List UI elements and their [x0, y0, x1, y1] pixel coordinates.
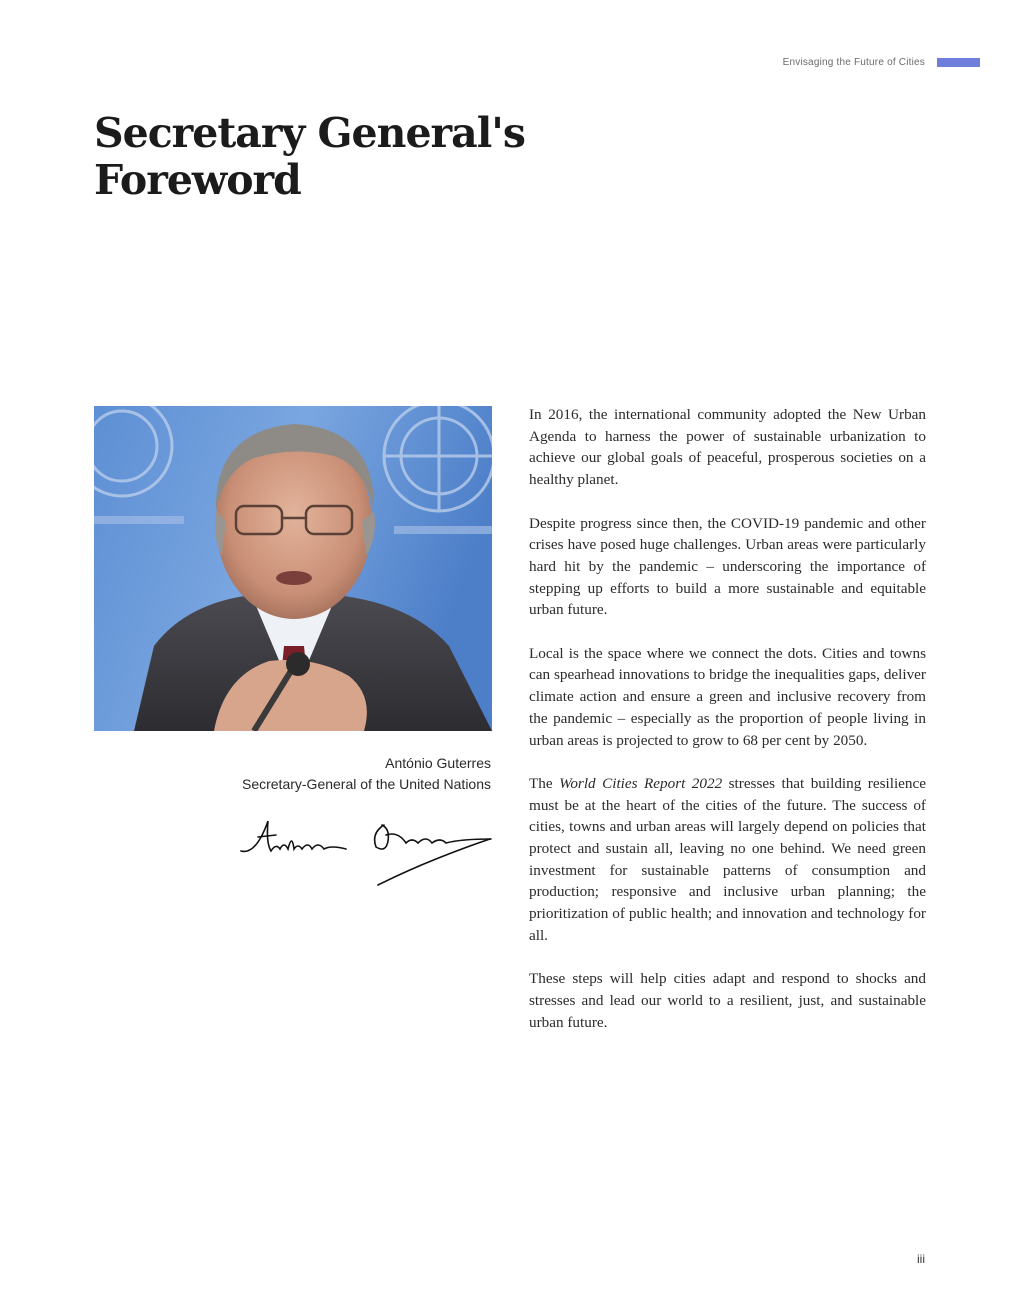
paragraph-4 [529, 773, 926, 947]
page-title [94, 110, 525, 204]
paragraph-4-lead: The [529, 774, 560, 792]
header-accent-bar [937, 58, 980, 67]
paragraph-1: In 2016, the international community adopted the New Urban Agenda to harness the power of sustainable urbanization to achieve our global goals of peaceful, prosperous societies on a healthy planet. [529, 406, 926, 489]
paragraph-5: These steps will help cities adapt and respond to shocks and stresses and lead our world to a resilient, just, and sustainable urban future. [529, 970, 926, 1031]
paragraph-4-rest: stresses that building resilience must be at the heart of the cities of the future. The success of cities, towns and urban areas will largely depend on policies that protect and sustain all, leaving no one behind. We need green investment for sustainable patterns of consumption and production; responsive and inclusive urban planning; the prioritization of public health; and innovation and technology for all. [529, 774, 926, 944]
caption-name: António Guterres [385, 755, 491, 771]
photo-caption [94, 753, 491, 795]
handwritten-signature [236, 813, 494, 891]
caption-role: Secretary-General of the United Nations [241, 776, 491, 792]
page-title-line-2: Foreword [94, 156, 301, 204]
report-title: World Cities Report 2022 [559, 774, 723, 792]
portrait-photo [94, 406, 492, 731]
running-header: Envisaging the Future of Cities [782, 57, 925, 68]
page-number: iii [917, 1252, 925, 1266]
foreword-body [529, 404, 926, 1055]
paragraph-3: Local is the space where we connect the dots. Cities and towns can spearhead innovations to bridge the inequalities gaps, deliver climate action and ensure a green and inclusive recovery from the pandemic – especially as the proportion of people living in urban areas is projected to grow to 68 per cent by 2050. [529, 644, 926, 749]
page-title-line-1: Secretary General's [94, 109, 525, 157]
paragraph-2: Despite progress since then, the COVID-19 pandemic and other crises have posed huge challenges. Urban areas were particularly hard hit by the pandemic – underscoring the importance of stepping up efforts to build a more sustainable and equitable urban future. [529, 514, 926, 619]
